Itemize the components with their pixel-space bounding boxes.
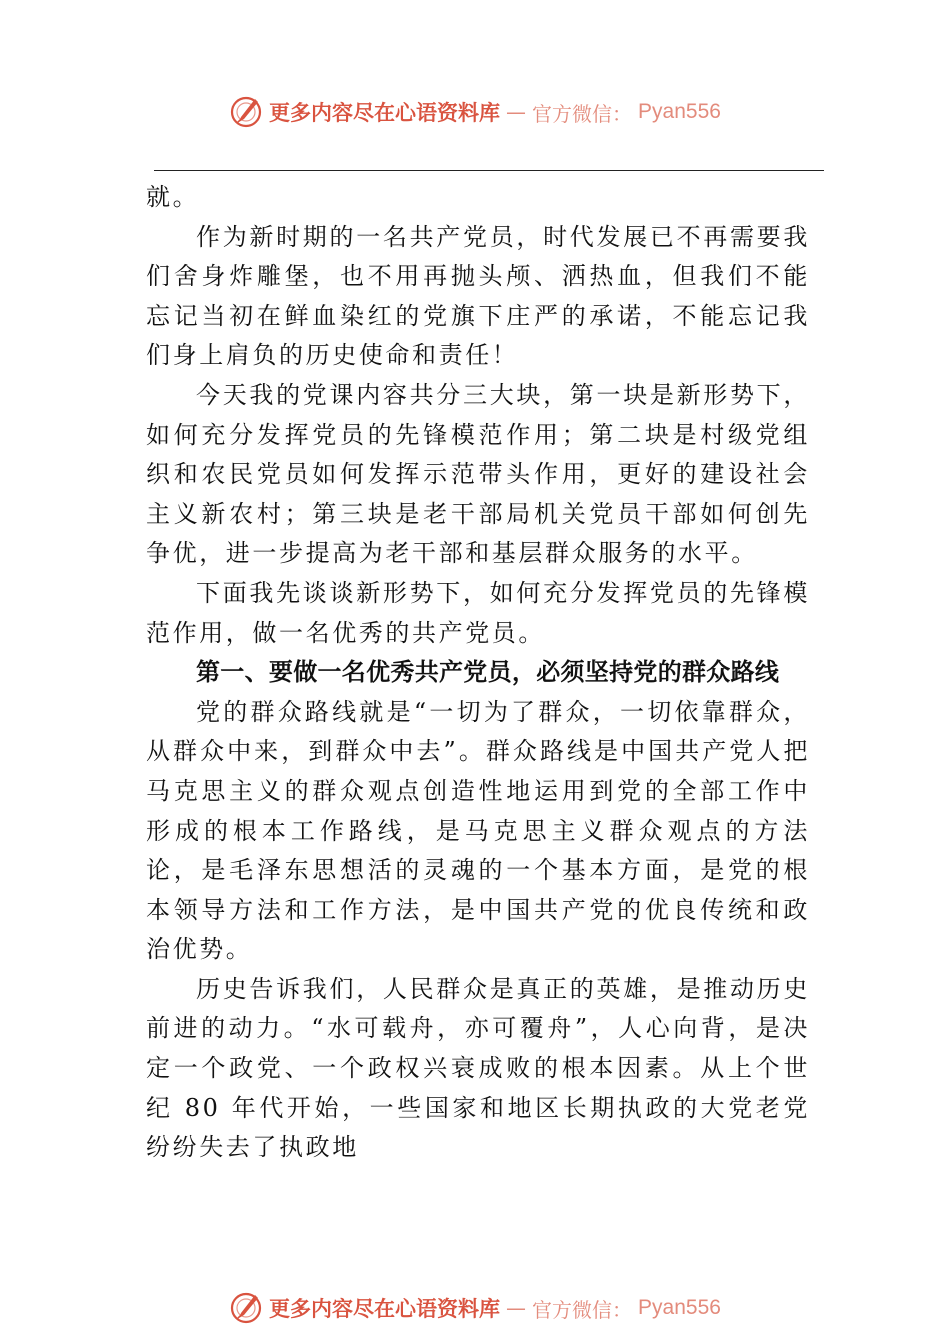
watermark-main-text: 更多内容尽在心语资料库 [269,100,501,125]
watermark-wechat-id: Pyan556 [638,100,721,123]
document-body [146,178,810,1168]
header-divider [154,170,824,171]
watermark-wechat-id: Pyan556 [638,1296,721,1319]
paragraph: 作为新时期的一名共产党员，时代发展已不再需要我们舍身炸雕堡，也不用再抛头颅、洒热血，但我们不能忘记当初在鲜血染红的党旗下庄严的承诺，不能忘记我们身上肩负的历史使命和责任！ [146,222,810,370]
quill-seal-icon [229,95,263,129]
paragraph: 历史告诉我们，人民群众是真正的英雄，是推动历史前进的动力。“水可载舟，亦可覆舟”，人心向背，是决定一个政党、一个政权兴衰成败的根本因素。从上个世纪 80 年代开始，一些国家和地区长期执政的大党老党纷纷失去了执政地 [146,974,810,1162]
watermark-main-text: 更多内容尽在心语资料库 [269,1296,501,1321]
footer-watermark [0,1288,950,1328]
paragraph: 党的群众路线就是“一切为了群众，一切依靠群众，从群众中来，到群众中去”。群众路线是中国共产党人把马克思主义的群众观点创造性地运用到党的全部工作中形成的根本工作路线，是马克思主义群众观点的方法论，是毛泽东思想活的灵魂的一个基本方面，是党的根本领导方法和工作方法，是中国共产党的优良传统和政治优势。 [146,697,810,964]
quill-seal-icon [229,1291,263,1325]
paragraph-continuation: 就。 [146,183,200,211]
watermark-dash: — [506,1296,527,1320]
header-watermark [0,92,950,132]
section-heading: 第一、要做一名优秀共产党员，必须坚持党的群众路线 [196,658,780,687]
watermark-label: 官方微信： [532,101,633,126]
watermark-dash: — [506,100,527,124]
paragraph: 下面我先谈谈新形势下，如何充分发挥党员的先锋模范作用，做一名优秀的共产党员。 [146,578,810,647]
watermark-label: 官方微信： [532,1297,633,1322]
paragraph: 今天我的党课内容共分三大块，第一块是新形势下，如何充分发挥党员的先锋模范作用；第二块是村级党组织和农民党员如何发挥示范带头作用，更好的建设社会主义新农村；第三块是老干部局机关党员干部如何创先争优，进一步提高为老干部和基层群众服务的水平。 [146,380,810,568]
